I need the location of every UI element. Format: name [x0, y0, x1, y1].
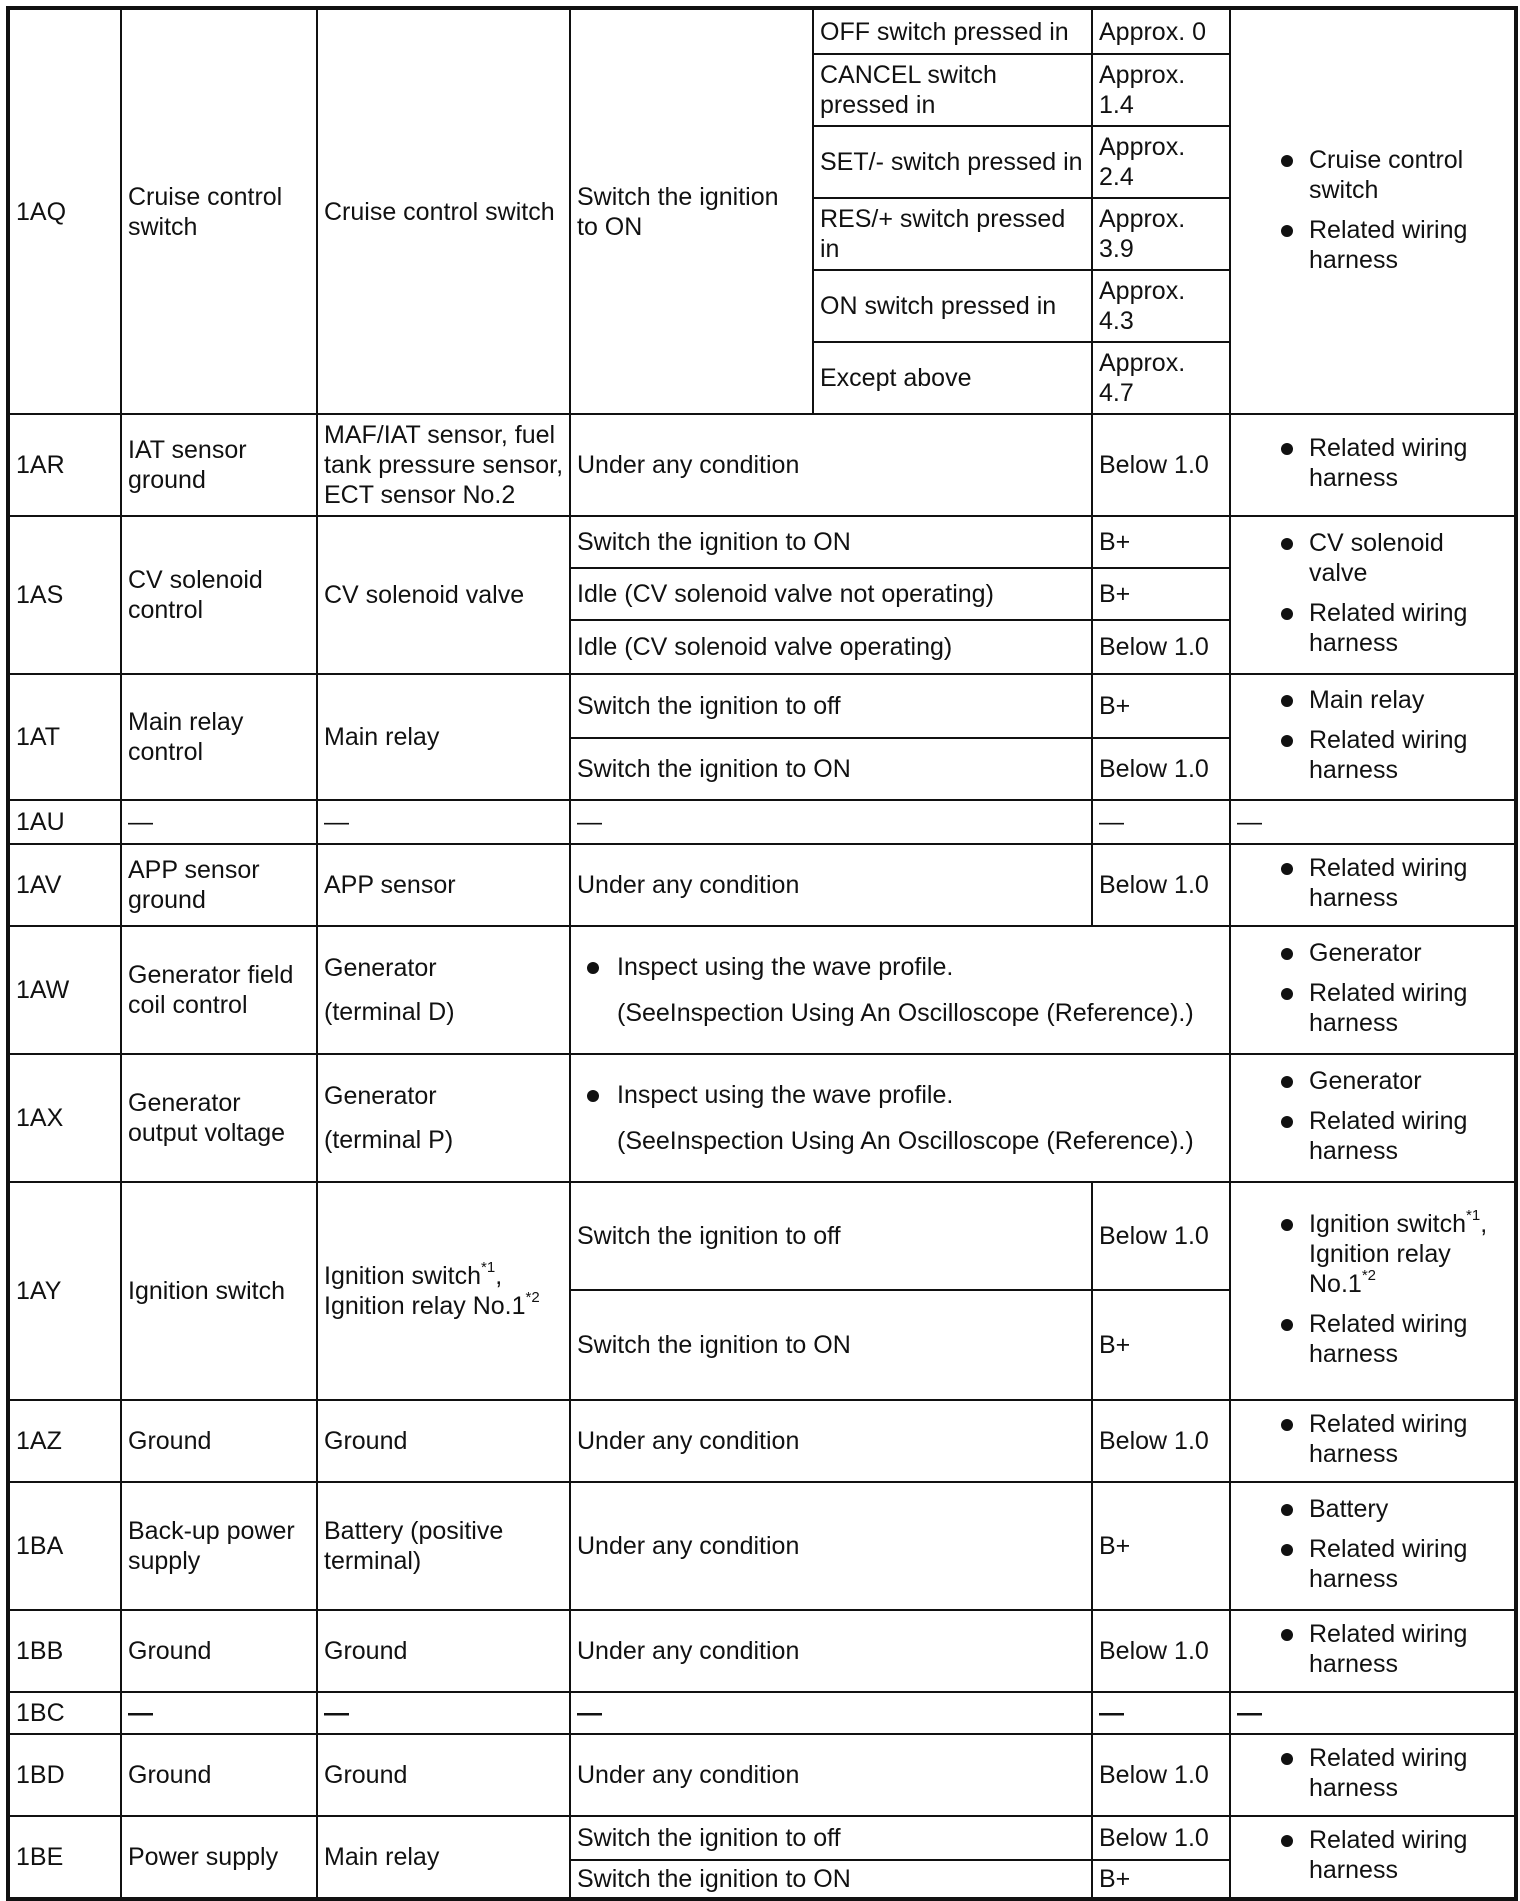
connected-to-terminal: (terminal D)	[324, 998, 455, 1026]
voltage-cell: B+	[1092, 568, 1230, 620]
wave-profile-note: Inspect using the wave profile.	[577, 952, 1223, 982]
voltage-cell: Below 1.0	[1092, 844, 1230, 926]
connected-to-cell: —	[317, 1692, 570, 1734]
terminal-voltage-table	[6, 6, 1518, 1901]
terminal-cell: 1BA	[8, 1482, 121, 1610]
voltage-cell: Approx. 2.4	[1092, 126, 1230, 198]
voltage-cell: B+	[1092, 1482, 1230, 1610]
description-cell: Power supply	[121, 1816, 317, 1899]
terminal-cell: 1AY	[8, 1182, 121, 1400]
connected-to-terminal: (terminal P)	[324, 1126, 454, 1154]
connected-to-cell: APP sensor	[317, 844, 570, 926]
terminal-cell: 1AZ	[8, 1400, 121, 1482]
condition-cell: Under any condition	[570, 1610, 1092, 1692]
connected-to-cell: MAF/IAT sensor, fuel tank pressure sensor, ECT sensor No.2	[317, 414, 570, 516]
condition-cell: Switch the ignition to off	[570, 1182, 1092, 1290]
switch-state-cell: OFF switch pressed in	[813, 8, 1092, 54]
voltage-cell: —	[1092, 1692, 1230, 1734]
voltage-cell: Approx. 3.9	[1092, 198, 1230, 270]
inspection-cell	[1230, 516, 1516, 674]
voltage-cell: Below 1.0	[1092, 1182, 1230, 1290]
terminal-cell: 1BE	[8, 1816, 121, 1899]
table-row	[8, 1054, 1516, 1182]
voltage-cell: Below 1.0	[1092, 1734, 1230, 1816]
description-cell: Ground	[121, 1400, 317, 1482]
voltage-cell: Below 1.0	[1092, 1400, 1230, 1482]
inspection-item: Cruise control switch	[1237, 145, 1508, 205]
wave-profile-cell	[570, 926, 1230, 1054]
connected-to-cell: CV solenoid valve	[317, 516, 570, 674]
inspection-item: Main relay	[1237, 685, 1508, 715]
inspection-item: Battery	[1237, 1494, 1508, 1524]
terminal-cell: 1BD	[8, 1734, 121, 1816]
voltage-cell: Approx. 1.4	[1092, 54, 1230, 126]
connected-to-text: Generator	[324, 1082, 437, 1110]
inspection-cell	[1230, 1482, 1516, 1610]
condition-cell: Under any condition	[570, 844, 1092, 926]
inspection-item: Related wiring harness	[1237, 1619, 1508, 1679]
inspection-cell	[1230, 1182, 1516, 1400]
terminal-cell: 1AX	[8, 1054, 121, 1182]
description-cell: Main relay control	[121, 674, 317, 800]
terminal-cell: 1BC	[8, 1692, 121, 1734]
inspection-item: Related wiring harness	[1237, 1534, 1508, 1594]
condition-cell: Under any condition	[570, 1400, 1092, 1482]
condition-cell: Switch the ignition to off	[570, 674, 1092, 738]
condition-cell: Under any condition	[570, 1734, 1092, 1816]
inspection-item: Related wiring harness	[1237, 215, 1508, 275]
voltage-cell: Below 1.0	[1092, 738, 1230, 800]
table-row	[8, 674, 1516, 738]
inspection-item: Generator	[1237, 1066, 1508, 1096]
description-cell: Generator output voltage	[121, 1054, 317, 1182]
connected-to-text: , Ignition relay No.1	[324, 1262, 526, 1320]
inspection-item: Related wiring harness	[1237, 433, 1508, 493]
inspection-item: Related wiring harness	[1237, 1409, 1508, 1469]
table-row	[8, 8, 1516, 54]
condition-cell: Idle (CV solenoid valve not operating)	[570, 568, 1092, 620]
description-cell: Cruise control switch	[121, 8, 317, 414]
description-cell: Back-up power supply	[121, 1482, 317, 1610]
inspection-item: Related wiring harness	[1237, 1309, 1508, 1369]
table-row	[8, 1482, 1516, 1610]
table-row	[8, 414, 1516, 516]
connected-to-cell: —	[317, 800, 570, 844]
voltage-cell: Below 1.0	[1092, 1610, 1230, 1692]
voltage-cell: Below 1.0	[1092, 620, 1230, 674]
inspection-item: CV solenoid valve	[1237, 528, 1508, 588]
connected-to-cell	[317, 926, 570, 1054]
condition-cell: —	[570, 800, 1092, 844]
wave-profile-note: Inspect using the wave profile.	[577, 1080, 1223, 1110]
inspection-item: Related wiring harness	[1237, 1743, 1508, 1803]
condition-cell: Under any condition	[570, 1482, 1092, 1610]
connected-to-cell: Ground	[317, 1400, 570, 1482]
voltage-cell: Below 1.0	[1092, 1816, 1230, 1860]
condition-cell: Under any condition	[570, 414, 1092, 516]
description-cell: —	[121, 800, 317, 844]
connected-to-cell: Ground	[317, 1610, 570, 1692]
voltage-cell: B+	[1092, 516, 1230, 568]
inspection-cell	[1230, 8, 1516, 414]
inspection-cell	[1230, 1734, 1516, 1816]
inspection-item: Related wiring harness	[1237, 853, 1508, 913]
inspection-item: Related wiring harness	[1237, 1825, 1508, 1885]
connected-to-cell: Main relay	[317, 674, 570, 800]
switch-state-cell: Except above	[813, 342, 1092, 414]
switch-state-cell: ON switch pressed in	[813, 270, 1092, 342]
voltage-cell: —	[1092, 800, 1230, 844]
description-cell: Generator field coil control	[121, 926, 317, 1054]
footnote-marker: *2	[1361, 1267, 1376, 1284]
footnote-marker: *1	[1466, 1207, 1481, 1224]
terminal-cell: 1AS	[8, 516, 121, 674]
inspection-cell: —	[1230, 800, 1516, 844]
voltage-cell: Approx. 0	[1092, 8, 1230, 54]
condition-cell: Switch the ignition to ON	[570, 1290, 1092, 1400]
voltage-cell: B+	[1092, 674, 1230, 738]
connected-to-text: Ignition switch	[324, 1262, 482, 1290]
table-row	[8, 844, 1516, 926]
table-row	[8, 800, 1516, 844]
voltage-cell: B+	[1092, 1290, 1230, 1400]
connected-to-text: Generator	[324, 954, 437, 982]
table-row	[8, 1610, 1516, 1692]
inspection-item: Related wiring harness	[1237, 725, 1508, 785]
description-cell: CV solenoid control	[121, 516, 317, 674]
description-cell: APP sensor ground	[121, 844, 317, 926]
terminal-cell: 1AQ	[8, 8, 121, 414]
condition-cell: —	[570, 1692, 1092, 1734]
table-row	[8, 1692, 1516, 1734]
inspection-cell	[1230, 1054, 1516, 1182]
oscilloscope-reference-link[interactable]: (SeeInspection Using An Oscilloscope (Reference).)	[617, 1127, 1194, 1155]
footnote-marker: *2	[525, 1289, 540, 1306]
inspection-item: Generator	[1237, 938, 1508, 968]
connected-to-cell: Cruise control switch	[317, 8, 570, 414]
inspection-cell	[1230, 1816, 1516, 1899]
inspection-item: Related wiring harness	[1237, 1106, 1508, 1166]
description-cell: Ground	[121, 1610, 317, 1692]
voltage-cell: Approx. 4.3	[1092, 270, 1230, 342]
terminal-cell: 1AW	[8, 926, 121, 1054]
table-row	[8, 1182, 1516, 1290]
inspection-item: Related wiring harness	[1237, 598, 1508, 658]
connected-to-cell	[317, 1054, 570, 1182]
oscilloscope-reference-link[interactable]: (SeeInspection Using An Oscilloscope (Reference).)	[617, 999, 1194, 1027]
condition-cell: Switch the ignition to ON	[570, 1860, 1092, 1899]
wave-profile-cell	[570, 1054, 1230, 1182]
condition-cell: Switch the ignition to ON	[570, 738, 1092, 800]
terminal-cell: 1AV	[8, 844, 121, 926]
condition-cell: Idle (CV solenoid valve operating)	[570, 620, 1092, 674]
connected-to-cell: Battery (positive terminal)	[317, 1482, 570, 1610]
inspection-cell	[1230, 1400, 1516, 1482]
terminal-cell: 1AR	[8, 414, 121, 516]
inspection-cell	[1230, 844, 1516, 926]
table-row	[8, 1734, 1516, 1816]
switch-state-cell: RES/+ switch pressed in	[813, 198, 1092, 270]
inspection-item: Related wiring harness	[1237, 978, 1508, 1038]
inspection-cell	[1230, 1610, 1516, 1692]
voltage-cell: Approx. 4.7	[1092, 342, 1230, 414]
table-row	[8, 1816, 1516, 1860]
switch-state-cell: SET/- switch pressed in	[813, 126, 1092, 198]
footnote-marker: *1	[481, 1259, 496, 1276]
switch-state-cell: CANCEL switch pressed in	[813, 54, 1092, 126]
inspection-cell	[1230, 674, 1516, 800]
description-cell: Ground	[121, 1734, 317, 1816]
description-cell: Ignition switch	[121, 1182, 317, 1400]
inspection-cell	[1230, 926, 1516, 1054]
table-row	[8, 516, 1516, 568]
inspection-item: Ignition switch$^{*1}$, Ignition relay No.1$^{*2}$	[1237, 1209, 1508, 1299]
terminal-cell: 1AT	[8, 674, 121, 800]
description-cell: —	[121, 1692, 317, 1734]
connected-to-cell: Ground	[317, 1734, 570, 1816]
inspection-cell: —	[1230, 1692, 1516, 1734]
condition-cell: Switch the ignition to off	[570, 1816, 1092, 1860]
terminal-cell: 1BB	[8, 1610, 121, 1692]
condition-cell: Switch the ignition to ON	[570, 516, 1092, 568]
voltage-cell: B+	[1092, 1860, 1230, 1899]
inspection-cell	[1230, 414, 1516, 516]
condition-cell: Switch the ignition to ON	[570, 8, 813, 414]
table-row	[8, 1400, 1516, 1482]
description-cell: IAT sensor ground	[121, 414, 317, 516]
connected-to-cell: Main relay	[317, 1816, 570, 1899]
table-row	[8, 926, 1516, 1054]
voltage-cell: Below 1.0	[1092, 414, 1230, 516]
terminal-cell: 1AU	[8, 800, 121, 844]
connected-to-cell	[317, 1182, 570, 1400]
